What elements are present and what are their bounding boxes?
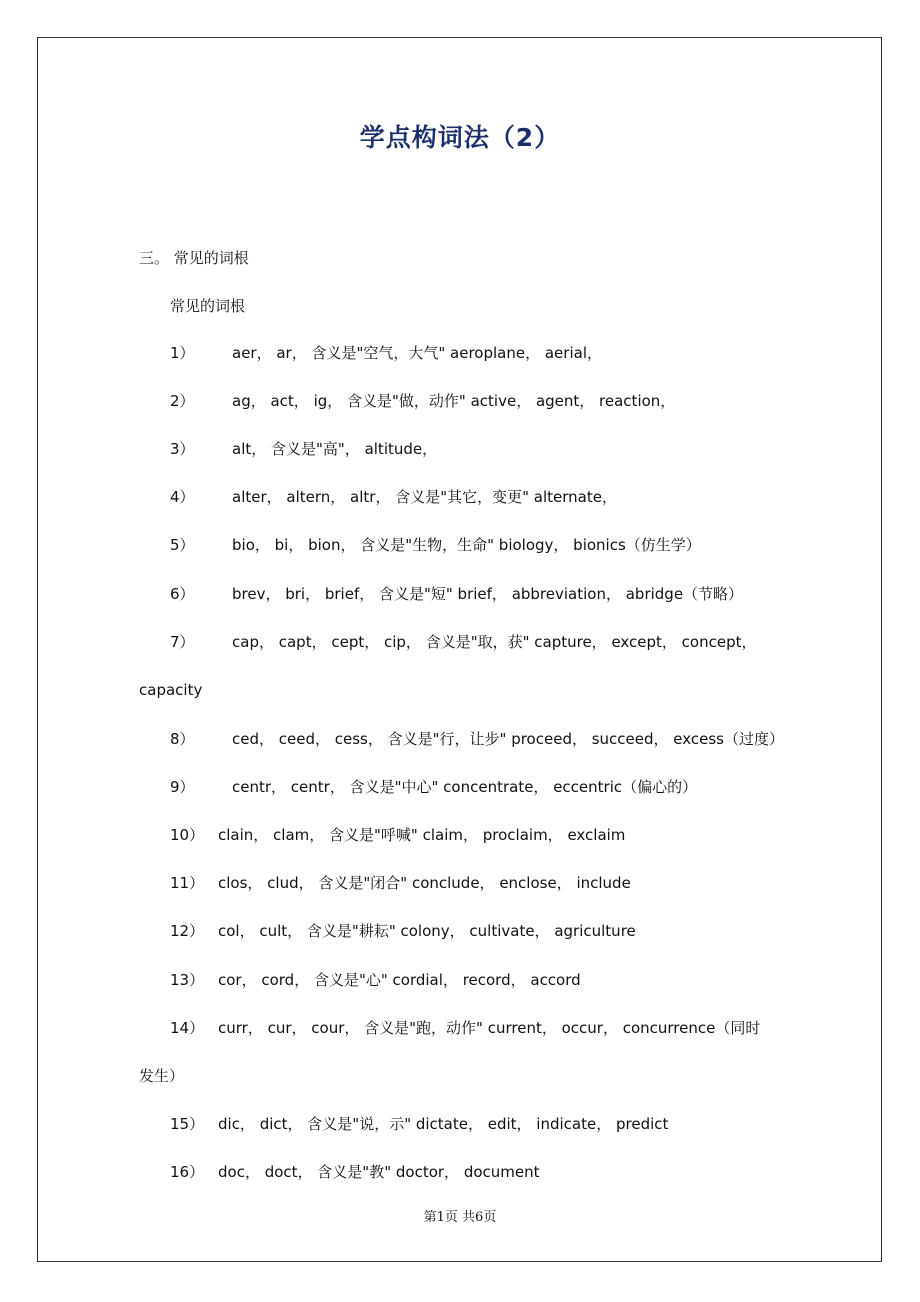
item-text: centr， centr， 含义是"中心" concentrate， eccentric（偏心的） [232,778,698,796]
item-continuation: capacity [139,681,203,699]
item-text: ced， ceed， cess， 含义是"行，让步" proceed， succeed， excess（过度） [232,730,784,748]
item-number: 5） [170,536,195,554]
sub-heading: 常见的词根 [170,297,246,315]
item-text: curr， cur， cour， 含义是"跑，动作" current， occur， concurrence（同时 [218,1019,761,1037]
item-text: clain， clam， 含义是"呼喊" claim， proclaim， exclaim [218,826,626,844]
item-number: 11） [170,874,205,892]
item-number: 2） [170,392,195,410]
item-number: 12） [170,922,205,940]
item-text: doc， doct， 含义是"教" doctor， document [218,1163,540,1181]
item-number: 7） [170,633,195,651]
item-continuation: 发生） [139,1067,185,1085]
item-text: cor， cord， 含义是"心" cordial， record， accord [218,971,581,989]
item-number: 9） [170,778,195,796]
page-footer: 第1页 共6页 [423,1210,497,1225]
item-number: 3） [170,440,195,458]
item-text: clos， clud， 含义是"闭合" conclude， enclose， include [218,874,631,892]
item-text: col， cult， 含义是"耕耘" colony， cultivate， agriculture [218,922,636,940]
item-number: 14） [170,1019,205,1037]
item-number: 1） [170,344,195,362]
item-number: 8） [170,730,195,748]
section-heading: 三。 常见的词根 [139,249,249,267]
item-number: 6） [170,585,195,603]
item-number: 15） [170,1115,205,1133]
item-text: alter， altern， altr， 含义是"其它，变更" alternate， [232,488,617,506]
item-text: alt， 含义是"高"， altitude， [232,440,438,458]
item-text: aer， ar， 含义是"空气，大气" aeroplane， aerial， [232,344,602,362]
item-number: 16） [170,1163,205,1181]
item-number: 10） [170,826,205,844]
item-number: 4） [170,488,195,506]
page-title: 学点构词法（2） [359,123,561,152]
item-text: brev， bri， brief， 含义是"短" brief， abbreviation， abridge（节略） [232,585,744,603]
item-text: ag， act， ig， 含义是"做，动作" active， agent， reaction， [232,392,676,410]
item-number: 13） [170,971,205,989]
item-text: bio， bi， bion， 含义是"生物，生命" biology， bionics（仿生学） [232,536,701,554]
item-text: cap， capt， cept， cip， 含义是"取，获" capture， except， concept， [232,633,757,651]
item-text: dic， dict， 含义是"说，示" dictate， edit， indicate， predict [218,1115,669,1133]
